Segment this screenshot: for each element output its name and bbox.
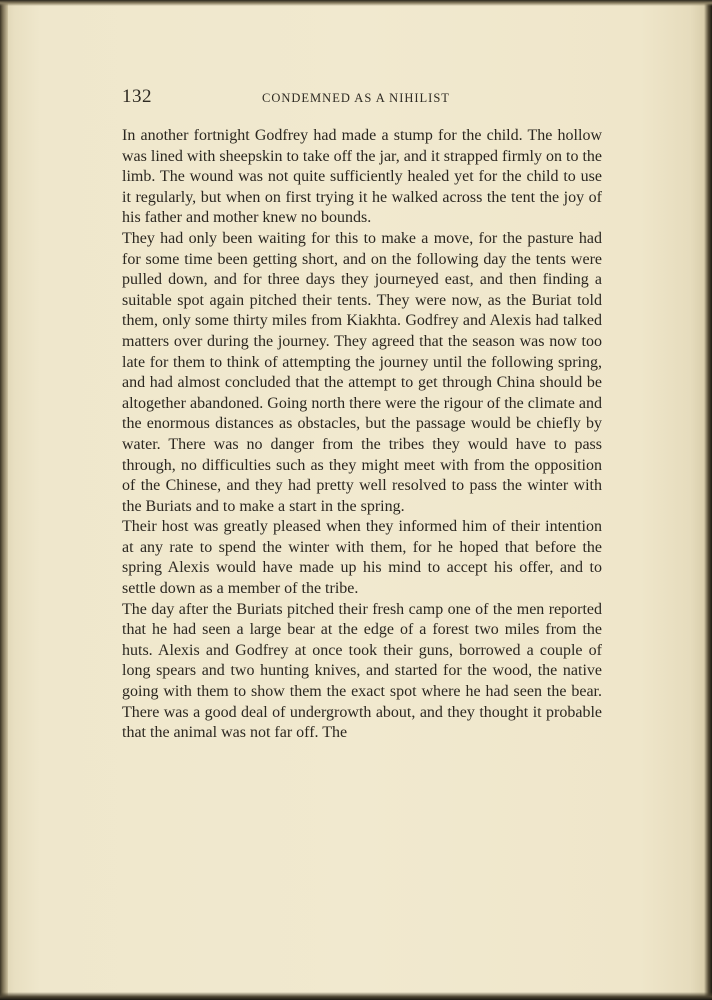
page-bottom-edge bbox=[0, 992, 712, 1000]
page-number: 132 bbox=[122, 86, 152, 107]
page-right-edge bbox=[704, 0, 712, 1000]
paragraph: The day after the Buriats pitched their fresh camp one of the men reported that he had seen a large bear at the edge of a forest two miles from the huts. Alexis and Godfrey at once took their guns, borrowed a couple of long spears and two hunting knives, and started for the wood, the native going with them to show them the exact spot where he had seen the bear. There was a good deal of undergrowth about, and they thought it probable that the animal was not far off. The bbox=[122, 600, 602, 742]
paragraph: They had only been waiting for this to make a move, for the pasture had for some time been getting short, and on the following day the tents were pulled down, and for three days they journeyed east, and then finding a suitable spot again pitched their tents. They were now, as the Buriat told them, only some thirty miles from Kiakhta. Godfrey and Alexis had talked matters over during the journey. They agreed that the season was now too late for them to think of attempting the journey until the following spring, and had almost concluded that the attempt to get through China should be altogether abandoned. Going north there were the rigour of the climate and the enormous distances as obstacles, but the passage would be chiefly by water. There was no danger from the tribes they would have to pass through, no difficulties such as they might meet with from the opposition of the Chinese, and they had pretty well resolved to pass the winter with the Buriats and to make a start in the spring. bbox=[122, 229, 602, 515]
paragraph: In another fortnight Godfrey had made a stump for the child. The hollow was lined with sheepskin to take off the jar, and it strapped firmly on to the limb. The wound was not quite sufficiently healed yet for the child to use it regularly, but when on first trying it he walked across the tent the joy of his father and mother knew no bounds. bbox=[122, 127, 602, 227]
body-text bbox=[122, 126, 602, 744]
paragraph: Their host was greatly pleased when they informed him of their intention at any rate to spend the winter with them, for he hoped that before the spring Alexis would have made up his mind to accept his offer, and to settle down as a member of the tribe. bbox=[122, 518, 602, 598]
page-header bbox=[122, 86, 602, 110]
running-head: CONDEMNED AS A NIHILIST bbox=[262, 91, 450, 105]
